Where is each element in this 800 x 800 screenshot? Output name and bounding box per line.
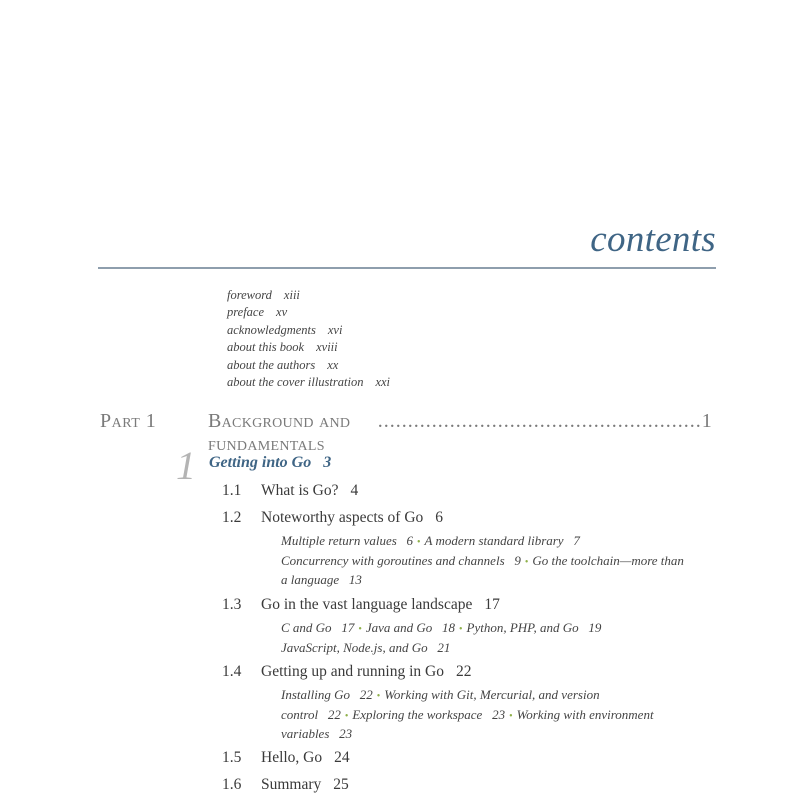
part-label: Part 1 xyxy=(100,410,157,432)
section-number: 1.3 xyxy=(222,596,242,613)
subsection-title[interactable]: C and Go xyxy=(281,620,332,635)
subsection-page: 17 xyxy=(341,620,355,635)
front-matter-item[interactable] xyxy=(227,374,390,391)
entry-title: preface xyxy=(227,305,265,320)
subsection-page: 13 xyxy=(348,572,362,588)
subsection-page: 18 xyxy=(442,620,456,635)
entry-page: xv xyxy=(276,305,288,320)
section-page: 6 xyxy=(435,509,444,526)
bullet-separator: • xyxy=(358,624,362,635)
bullet-separator: • xyxy=(344,710,349,722)
front-matter-item[interactable] xyxy=(227,287,390,304)
subsection-page: 6 xyxy=(406,533,414,548)
entry-page: xx xyxy=(327,357,339,372)
bullet-separator: • xyxy=(417,537,421,548)
chapter-title-text: Getting into Go xyxy=(209,454,312,471)
entry-page: xxi xyxy=(375,375,391,390)
subsection-title[interactable]: JavaScript, Node.js, and Go xyxy=(281,639,428,655)
front-matter-item[interactable] xyxy=(227,304,390,321)
section-entry[interactable] xyxy=(222,508,722,589)
subsection-list xyxy=(281,686,691,743)
section-entry[interactable] xyxy=(222,481,722,501)
section-title: Summary xyxy=(261,776,322,793)
subsection-page: 7 xyxy=(573,533,580,548)
section-number: 1.4 xyxy=(222,663,242,680)
subsection-page: 9 xyxy=(514,552,521,568)
subsection-page: 23 xyxy=(492,706,506,722)
entry-title: about this book xyxy=(227,340,305,355)
section-title: Noteworthy aspects of Go xyxy=(261,509,424,526)
section-entry[interactable] xyxy=(222,662,722,743)
page-title: contents xyxy=(590,219,716,260)
section-page: 22 xyxy=(455,663,472,680)
leader-dots: ...................................................... xyxy=(377,410,702,432)
section-title: Go in the vast language landscape xyxy=(261,596,473,613)
front-matter-item[interactable] xyxy=(227,357,390,374)
chapter-page: 3 xyxy=(323,454,332,471)
part-page: 1 xyxy=(701,410,712,432)
section-page: 25 xyxy=(333,776,349,793)
entry-title: about the cover illustration xyxy=(227,375,364,390)
subsection-title[interactable]: Go the toolchain—more than a language xyxy=(281,552,684,588)
chapter-title[interactable] xyxy=(209,454,331,472)
subsection-title[interactable]: Concurrency with goroutines and channels xyxy=(281,552,505,568)
subsection-page: 23 xyxy=(339,726,353,742)
subsection-list xyxy=(281,619,691,656)
part-title: Background and fundamentals xyxy=(208,410,351,455)
section-entry[interactable] xyxy=(222,748,722,768)
chapter-number: 1 xyxy=(176,443,196,488)
subsection-list xyxy=(281,532,691,589)
subsection-title[interactable]: Working with Git, Mercurial, and version control xyxy=(281,687,600,722)
subsection-title[interactable]: Installing Go xyxy=(281,687,350,702)
subsection-page: 22 xyxy=(359,687,373,702)
entry-title: about the authors xyxy=(227,357,316,372)
section-page: 24 xyxy=(334,749,350,766)
bullet-separator: • xyxy=(459,624,463,635)
subsection-title[interactable]: Working with environment variables xyxy=(281,706,654,742)
subsection-page: 21 xyxy=(437,639,451,655)
subsection-page: 22 xyxy=(327,706,341,722)
section-title: Getting up and running in Go xyxy=(261,663,444,680)
bullet-separator: • xyxy=(376,691,381,702)
section-number: 1.6 xyxy=(222,776,242,793)
subsection-title[interactable]: Java and Go xyxy=(365,620,433,635)
subsection-title[interactable]: Multiple return values xyxy=(281,533,397,548)
subsection-title[interactable]: Exploring the workspace xyxy=(352,706,483,722)
section-entry[interactable] xyxy=(222,775,722,795)
subsection-title[interactable]: Python, PHP, and Go xyxy=(466,620,579,635)
entry-page: xviii xyxy=(316,340,338,355)
subsection-page: 19 xyxy=(588,620,602,635)
title-rule xyxy=(98,267,716,269)
section-page: 4 xyxy=(350,482,359,499)
section-page: 17 xyxy=(484,596,500,613)
bullet-separator: • xyxy=(524,556,529,568)
section-title: Hello, Go xyxy=(261,749,323,766)
section-title: What is Go? xyxy=(261,482,339,499)
front-matter-item[interactable] xyxy=(227,322,390,339)
subsection-title[interactable]: A modern standard library xyxy=(424,533,564,548)
front-matter-list xyxy=(227,287,390,391)
section-number: 1.2 xyxy=(222,509,242,526)
bullet-separator: • xyxy=(509,710,513,722)
entry-title: acknowledgments xyxy=(227,322,316,337)
entry-page: xvi xyxy=(327,322,343,337)
section-number: 1.5 xyxy=(222,749,242,766)
entry-page: xiii xyxy=(283,288,300,302)
front-matter-item[interactable] xyxy=(227,339,390,356)
section-number: 1.1 xyxy=(222,482,242,499)
section-entry[interactable] xyxy=(222,595,722,656)
entry-title: foreword xyxy=(227,288,272,302)
